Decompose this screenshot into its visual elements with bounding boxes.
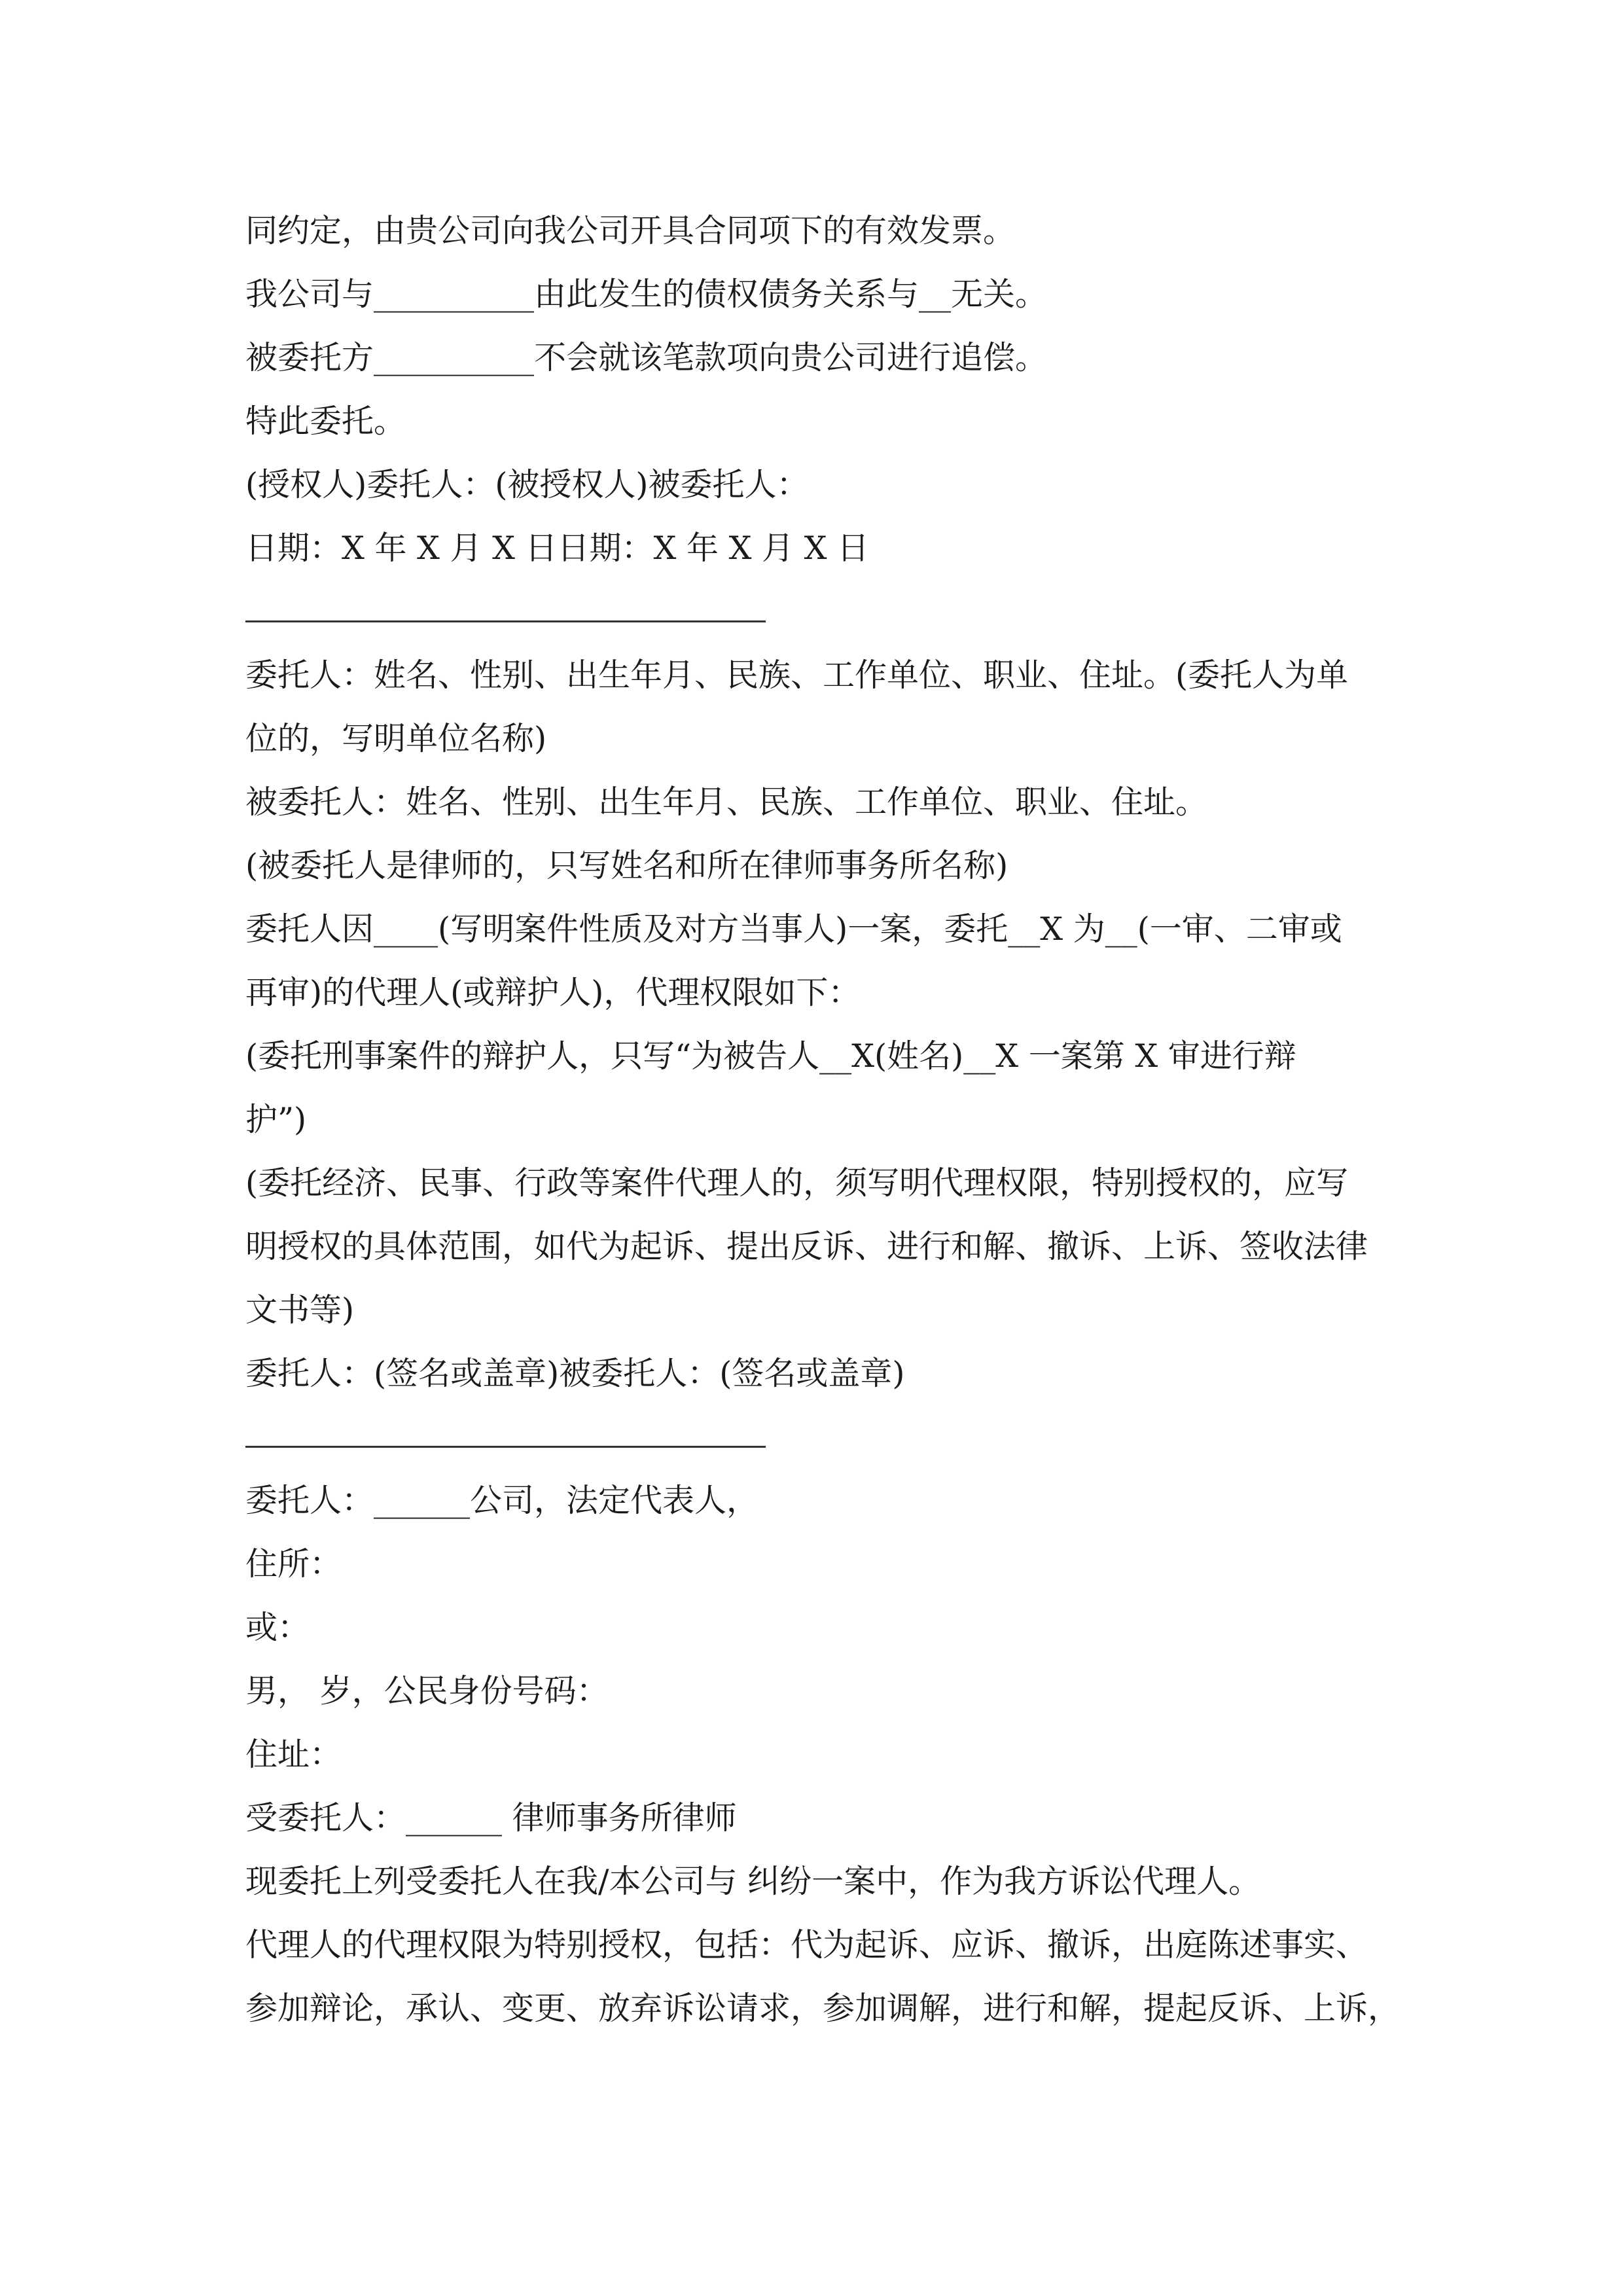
- text-line: 被委托方__________不会就该笔款项向贵公司进行追偿。: [245, 339, 1048, 376]
- text-line: 位的，写明单位名称): [245, 720, 547, 757]
- text-line: 委托人：______公司，法定代表人，: [245, 1482, 759, 1519]
- text-line: 明授权的具体范围，如代为起诉、提出反诉、进行和解、撤诉、上诉、签收法律: [245, 1228, 1368, 1265]
- text-line: 同约定，由贵公司向我公司开具合同项下的有效发票。: [245, 212, 1016, 249]
- text-line: 被委托人：姓名、性别、出生年月、民族、工作单位、职业、住址。: [245, 783, 1208, 821]
- text-line: 委托人因____(写明案件性质及对方当事人)一案，委托__X 为__(一审、二审或: [245, 910, 1342, 948]
- separator-rule: [245, 1446, 766, 1448]
- text-line: (授权人)委托人：(被授权人)被委托人：: [245, 466, 809, 503]
- section-separator: [245, 580, 1397, 643]
- text-line: 或：: [245, 1609, 310, 1646]
- text-line: 再审)的代理人(或辩护人)，代理权限如下：: [245, 974, 861, 1011]
- text-line: 住所：: [245, 1545, 342, 1583]
- text-line: 受委托人：______ 律师事务所律师: [245, 1799, 737, 1837]
- text-line: 护”): [245, 1101, 307, 1138]
- text-line: (委托经济、民事、行政等案件代理人的，须写明代理权限，特别授权的，应写: [245, 1164, 1349, 1202]
- text-line: 住址：: [245, 1736, 342, 1773]
- text-line: 特此委托。: [245, 403, 406, 440]
- text-line: (委托刑事案件的辩护人，只写“为被告人__X(姓名)__X 一案第 X 审进行辩: [245, 1037, 1296, 1075]
- text-line: 委托人：(签名或盖章)被委托人：(签名或盖章): [245, 1355, 905, 1392]
- text-line: 代理人的代理权限为特别授权，包括：代为起诉、应诉、撤诉，出庭陈述事实、: [245, 1926, 1368, 1964]
- text-line: 男， 岁，公民身份号码：: [245, 1672, 609, 1710]
- section-separator: [245, 1405, 1397, 1469]
- document-body: [245, 199, 1400, 2040]
- text-line: 日期：X 年 X 月 X 日日期：X 年 X 月 X 日: [245, 529, 870, 567]
- text-line: (被委托人是律师的，只写姓名和所在律师事务所名称): [245, 847, 1008, 884]
- text-line: 文书等): [245, 1291, 355, 1329]
- text-line: 委托人：姓名、性别、出生年月、民族、工作单位、职业、住址。(委托人为单: [245, 656, 1349, 694]
- text-line: 参加辩论，承认、变更、放弃诉讼请求，参加调解，进行和解，提起反诉、上诉，: [245, 1990, 1400, 2027]
- text-line: 现委托上列受委托人在我/本公司与 纠纷一案中，作为我方诉讼代理人。: [245, 1863, 1261, 1900]
- text-line: 我公司与__________由此发生的债权债务关系与__无关。: [245, 276, 1048, 313]
- separator-rule: [245, 620, 766, 622]
